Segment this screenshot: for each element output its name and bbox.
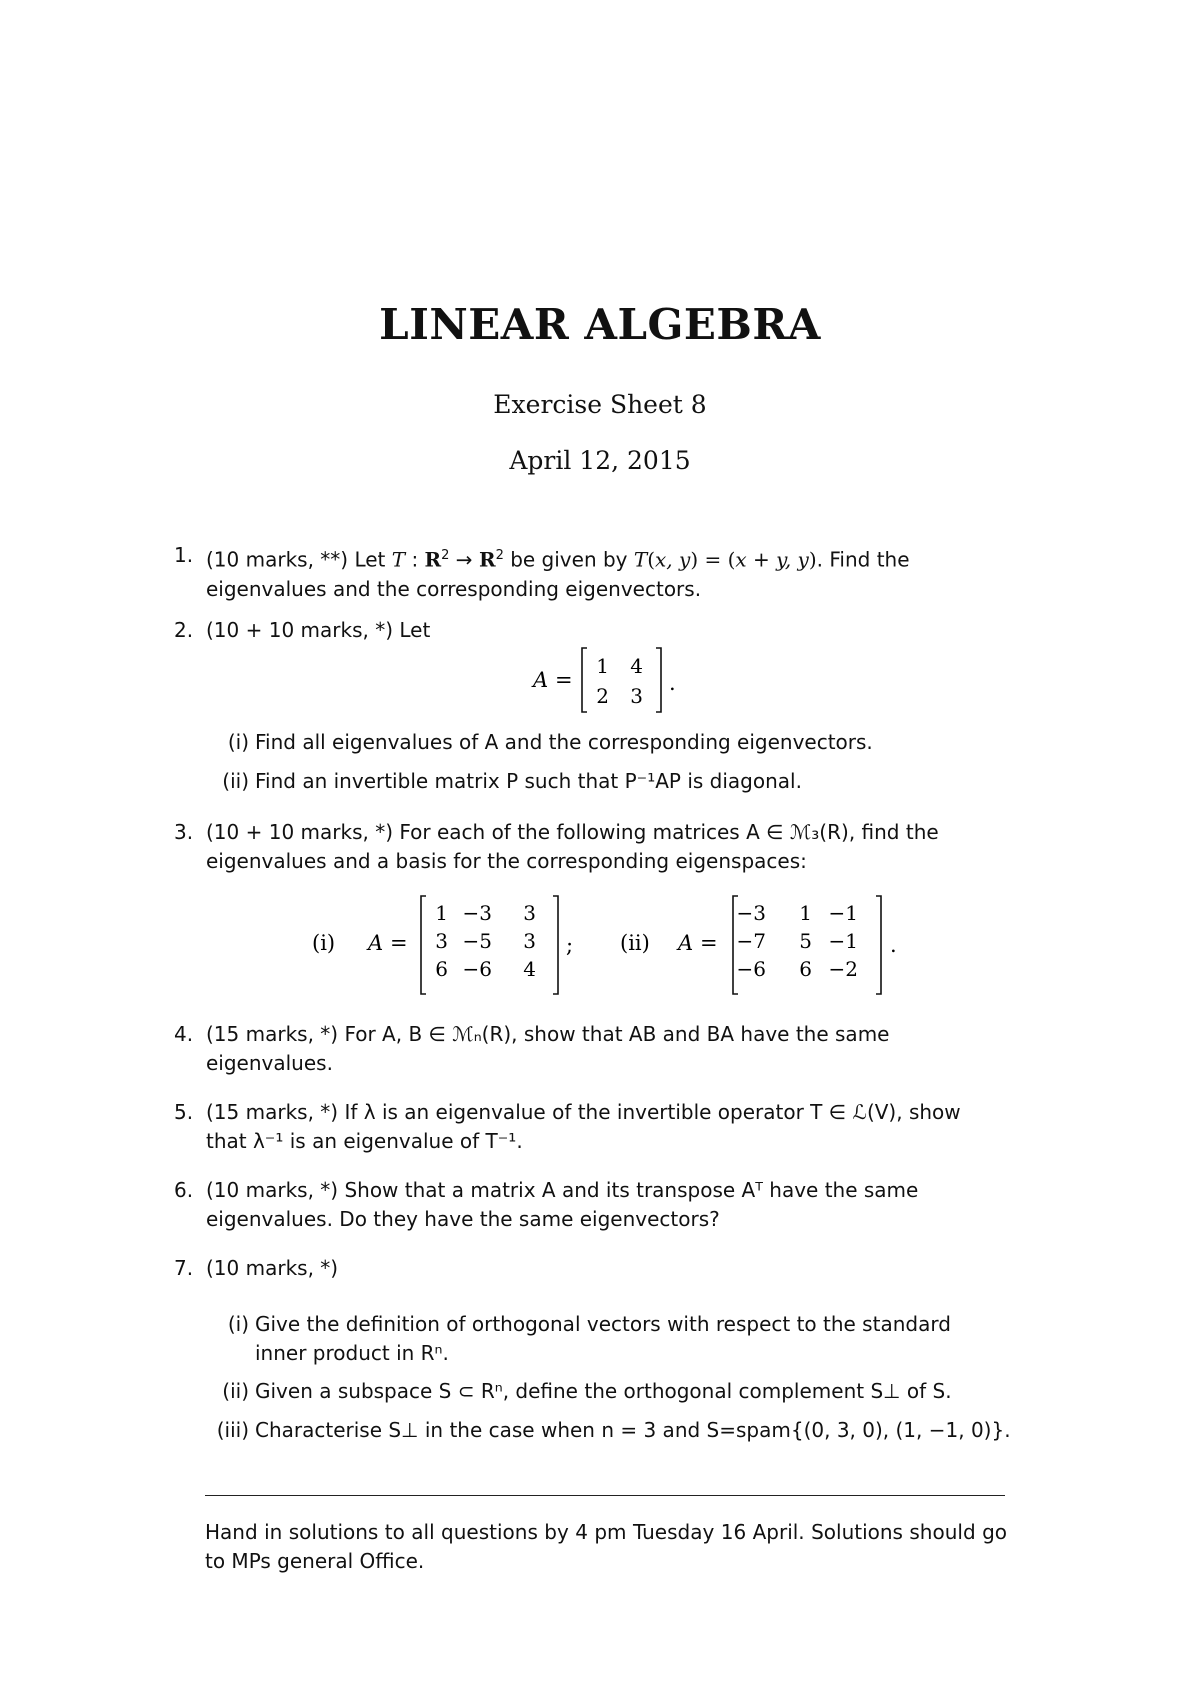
question-4 [174,1020,1014,1078]
question-2-text: (10 + 10 marks, *) Let [206,618,431,642]
svg-text:.: . [890,933,897,957]
svg-text:=: = [390,931,408,955]
question-5-line-2: that λ⁻¹ is an eigenvalue of T⁻¹. [206,1129,523,1153]
question-number: 2. [174,618,194,642]
question-6-line-1: (10 marks, *) Show that a matrix A and its transpose Aᵀ have the same [206,1178,919,1202]
svg-text:A: A [368,931,384,955]
question-1 [174,541,1014,604]
matrix-ii-cell-0-1: 1 [799,901,812,925]
svg-text:=: = [555,668,573,692]
matrix-i-cell-2-1: −6 [462,957,492,981]
question-5-line-1: (15 marks, *) If λ is an eigenvalue of the invertible operator T ∈ ℒ(V), show [206,1100,961,1124]
matrix-ii-cell-1-2: −1 [828,929,858,953]
question-7-part-iii: (iii) Characterise S⊥ in the case when n = 3 and S=spam{(0, 3, 0), (1, −1, 0)}. [216,1418,1011,1442]
svg-text:A: A [678,931,694,955]
matrix-i-cell-2-0: 6 [435,957,448,981]
matrix-i-cell-1-2: 3 [523,929,536,953]
question-number: 5. [174,1100,194,1124]
sheet-date: April 12, 2015 [509,446,691,475]
question-2-part-ii: (ii) Find an invertible matrix P such that P⁻¹AP is diagonal. [222,769,802,793]
matrix-ii-cell-2-0: −6 [736,957,766,981]
footer-instructions: Hand in solutions to all questions by 4 pm Tuesday 16 April. Solutions should go to MPs general Office. [205,1520,1007,1573]
matrix-ii-cell-1-1: 5 [799,929,812,953]
question-2-part-i: (i) Find all eigenvalues of A and the corresponding eigenvectors. [227,730,873,754]
question-6 [174,1176,1014,1234]
matrix-i-cell-1-0: 3 [435,929,448,953]
question-number: 1. [174,543,194,567]
question-6-line-2: eigenvalues. Do they have the same eigenvectors? [206,1207,720,1231]
question-number: 7. [174,1256,194,1280]
question-7-part-i: (i) Give the definition of orthogonal vectors with respect to the standard inner product in Rⁿ. [227,1312,951,1365]
matrix-i-cell-0-2: 3 [523,901,536,925]
question-4-line-2: eigenvalues. [206,1051,333,1075]
question-3-line-2: eigenvalues and a basis for the corresponding eigenspaces: [206,849,807,873]
footer-divider [205,1495,1005,1496]
matrix-ii-label: (ii) [620,931,650,955]
matrix-ii-cell-0-2: −1 [828,901,858,925]
matrix-i-label: (i) [312,931,336,955]
svg-text:;: ; [566,933,574,957]
matrix-ii-cell-2-1: 6 [799,957,812,981]
question-7 [174,1254,1014,1283]
matrix-i-cell-0-1: −3 [462,901,492,925]
question-number: 4. [174,1022,194,1046]
svg-text:A: A [533,668,549,692]
svg-text:.: . [669,671,676,695]
matrix-2x2-cell-1-0: 2 [596,684,609,708]
question-4-line-1: (15 marks, *) For A, B ∈ ℳₙ(R), show that AB and BA have the same [206,1022,890,1046]
matrix-a-2x2 [525,640,705,720]
question-3 [174,818,1014,876]
matrix-ii-cell-0-0: −3 [736,901,766,925]
sheet-title: LINEAR ALGEBRA [379,300,821,349]
question-number: 3. [174,820,194,844]
matrix-2x2-cell-0-1: 4 [630,654,643,678]
matrix-i-cell-2-2: 4 [523,957,536,981]
matrix-2x2-cell-1-1: 3 [630,684,643,708]
question-3-line-1: (10 + 10 marks, *) For each of the following matrices A ∈ ℳ₃(R), find the [206,820,939,844]
matrix-i-cell-0-0: 1 [435,901,448,925]
question-5 [174,1098,1014,1156]
sheet-subtitle: Exercise Sheet 8 [493,390,707,419]
question-1-line-2: eigenvalues and the corresponding eigenvectors. [206,576,702,601]
matrix-ii-cell-1-0: −7 [736,929,766,953]
matrix-ii-cell-2-2: −2 [828,957,858,981]
svg-text:=: = [700,931,718,955]
question-1-body: (10 marks, **) Let T : $R^2 \to R^2$ be given by T(x, y) = (x + y, y). Find the eigenvalues and the corresponding eigenvectors. [206,547,910,601]
question-number: 6. [174,1178,194,1202]
matrix-i-cell-1-1: −5 [462,929,492,953]
question-7-part-ii: (ii) Given a subspace S ⊂ Rⁿ, define the orthogonal complement S⊥ of S. [222,1379,952,1403]
matrix-2x2-cell-0-0: 1 [596,654,609,678]
matrices-3x3 [300,890,920,1000]
question-7-text: (10 marks, *) [206,1256,339,1280]
